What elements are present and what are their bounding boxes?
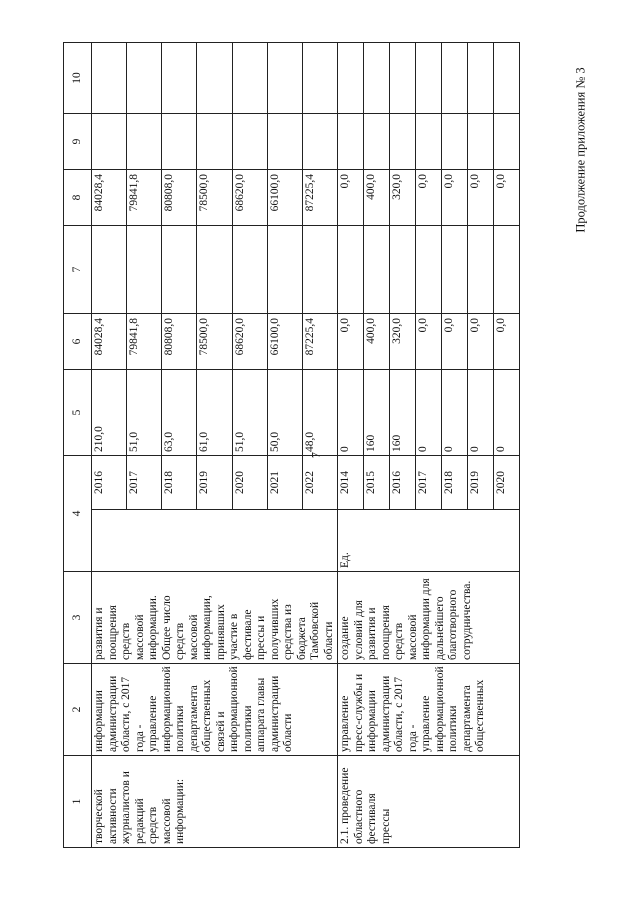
- cell-c10: [232, 43, 267, 114]
- cell-c6: 66100,0: [267, 314, 302, 370]
- cell-c8: 0,0: [494, 170, 520, 226]
- cell-c9: [390, 114, 416, 170]
- cell-c10: [364, 43, 390, 114]
- rotated-sheet: [63, 43, 586, 848]
- cell-c5: 48,0: [302, 370, 337, 456]
- page-number: 7: [308, 452, 323, 458]
- cell-c5: 61,0: [197, 370, 232, 456]
- cell-c5: 160: [364, 370, 390, 456]
- header-row: [64, 43, 92, 848]
- header-col-8: 8: [64, 170, 92, 226]
- cell-c7: [232, 226, 267, 314]
- cell-c10: [468, 43, 494, 114]
- cell-c10: [390, 43, 416, 114]
- cell-c9: [416, 114, 442, 170]
- cell-c6: 400,0: [364, 314, 390, 370]
- header-col-7: 7: [64, 226, 92, 314]
- cell-year: 2019: [197, 456, 232, 510]
- cell-c9: [442, 114, 468, 170]
- cell-c6: 0,0: [442, 314, 468, 370]
- cell-c5: 0: [416, 370, 442, 456]
- cell-c8: 84028,4: [92, 170, 127, 226]
- cell-c6: 79841,8: [127, 314, 162, 370]
- cell-c8: 400,0: [364, 170, 390, 226]
- cell-c10: [302, 43, 337, 114]
- cell-c8: 87225,4: [302, 170, 337, 226]
- cell-year: 2014: [338, 456, 364, 510]
- cell-c7: [442, 226, 468, 314]
- cell-c6: 0,0: [416, 314, 442, 370]
- cell-c10: [416, 43, 442, 114]
- cell-year: 2016: [92, 456, 127, 510]
- section1-col4: [92, 510, 338, 572]
- cell-c6: 84028,4: [92, 314, 127, 370]
- cell-c10: [127, 43, 162, 114]
- cell-c8: 0,0: [338, 170, 364, 226]
- cell-c7: [494, 226, 520, 314]
- header-col-1: 1: [64, 756, 92, 848]
- cell-c6: 78500,0: [197, 314, 232, 370]
- appendix-caption: Продолжение приложения № 3: [573, 67, 588, 233]
- cell-c6: 320,0: [390, 314, 416, 370]
- table-row: [338, 43, 364, 848]
- cell-c9: [302, 114, 337, 170]
- cell-c7: [302, 226, 337, 314]
- cell-year: 2019: [468, 456, 494, 510]
- section1-col3: развития и поощрения средств массовой информации. Общее число средств массовой информации, принявших участие в фестивале прессы и получивших средства из бюджета Тамбовской области: [92, 572, 338, 664]
- cell-c9: [267, 114, 302, 170]
- header-col-4: 4: [64, 456, 92, 572]
- header-col-10: 10: [64, 43, 92, 114]
- cell-year: 2017: [127, 456, 162, 510]
- header-col-6: 6: [64, 314, 92, 370]
- cell-c8: 80808,0: [162, 170, 197, 226]
- cell-c9: [468, 114, 494, 170]
- cell-c6: 0,0: [494, 314, 520, 370]
- cell-c9: [197, 114, 232, 170]
- cell-c9: [127, 114, 162, 170]
- cell-c6: 0,0: [468, 314, 494, 370]
- cell-year: 2020: [232, 456, 267, 510]
- cell-year: 2020: [494, 456, 520, 510]
- cell-c7: [92, 226, 127, 314]
- cell-year: 2021: [267, 456, 302, 510]
- cell-c5: 50,0: [267, 370, 302, 456]
- header-col-9: 9: [64, 114, 92, 170]
- section1-col1: творческой активности журналистов и редакций средств массовой информации:: [92, 756, 338, 848]
- cell-c8: 0,0: [442, 170, 468, 226]
- cell-c7: [197, 226, 232, 314]
- cell-c5: 160: [390, 370, 416, 456]
- cell-c10: [442, 43, 468, 114]
- section2-col3: создание условий для развития и поощрения средств массовой информации для дальнейшего благотворного сотрудничества.: [338, 572, 520, 664]
- cell-c9: [232, 114, 267, 170]
- cell-c8: 66100,0: [267, 170, 302, 226]
- cell-c9: [494, 114, 520, 170]
- header-col-2: 2: [64, 664, 92, 756]
- cell-c10: [92, 43, 127, 114]
- cell-c7: [416, 226, 442, 314]
- section1-col2: информации администрации области, с 2017 года - управление информационной политики департамента общественных связей и информационной политики аппарата главы администрации области: [92, 664, 338, 756]
- cell-c7: [468, 226, 494, 314]
- cell-c8: 79841,8: [127, 170, 162, 226]
- cell-c6: 0,0: [338, 314, 364, 370]
- header-col-3: 3: [64, 572, 92, 664]
- cell-c7: [127, 226, 162, 314]
- cell-c9: [364, 114, 390, 170]
- cell-c5: 51,0: [232, 370, 267, 456]
- cell-c5: 0: [338, 370, 364, 456]
- section2-col1: 2.1. проведение областного фестиваля прессы: [338, 756, 520, 848]
- cell-c6: 68620,0: [232, 314, 267, 370]
- cell-c8: 0,0: [468, 170, 494, 226]
- cell-year: 2015: [364, 456, 390, 510]
- cell-c5: 0: [442, 370, 468, 456]
- section2-col2: управление пресс-службы и информации администрации области, с 2017 года - управление информационной политики департамента общественных: [338, 664, 520, 756]
- cell-c6: 87225,4: [302, 314, 337, 370]
- program-table: [63, 42, 520, 848]
- cell-c9: [92, 114, 127, 170]
- cell-c8: 68620,0: [232, 170, 267, 226]
- cell-c5: 0: [468, 370, 494, 456]
- cell-c9: [338, 114, 364, 170]
- cell-year: 2017: [416, 456, 442, 510]
- cell-c10: [338, 43, 364, 114]
- section2-col4: Ед.: [338, 510, 520, 572]
- cell-c10: [494, 43, 520, 114]
- cell-c5: 0: [494, 370, 520, 456]
- cell-year: 2018: [442, 456, 468, 510]
- cell-c10: [162, 43, 197, 114]
- cell-year: 2016: [390, 456, 416, 510]
- cell-c5: 51,0: [127, 370, 162, 456]
- cell-year: 2018: [162, 456, 197, 510]
- cell-year: 2022: [302, 456, 337, 510]
- header-col-5: 5: [64, 370, 92, 456]
- cell-c8: 320,0: [390, 170, 416, 226]
- cell-c9: [162, 114, 197, 170]
- cell-c7: [338, 226, 364, 314]
- table-row: [92, 43, 127, 848]
- cell-c7: [390, 226, 416, 314]
- cell-c7: [267, 226, 302, 314]
- cell-c8: 0,0: [416, 170, 442, 226]
- cell-c10: [267, 43, 302, 114]
- cell-c5: 210,0: [92, 370, 127, 456]
- cell-c7: [162, 226, 197, 314]
- cell-c6: 80808,0: [162, 314, 197, 370]
- cell-c8: 78500,0: [197, 170, 232, 226]
- cell-c7: [364, 226, 390, 314]
- cell-c5: 63,0: [162, 370, 197, 456]
- cell-c10: [197, 43, 232, 114]
